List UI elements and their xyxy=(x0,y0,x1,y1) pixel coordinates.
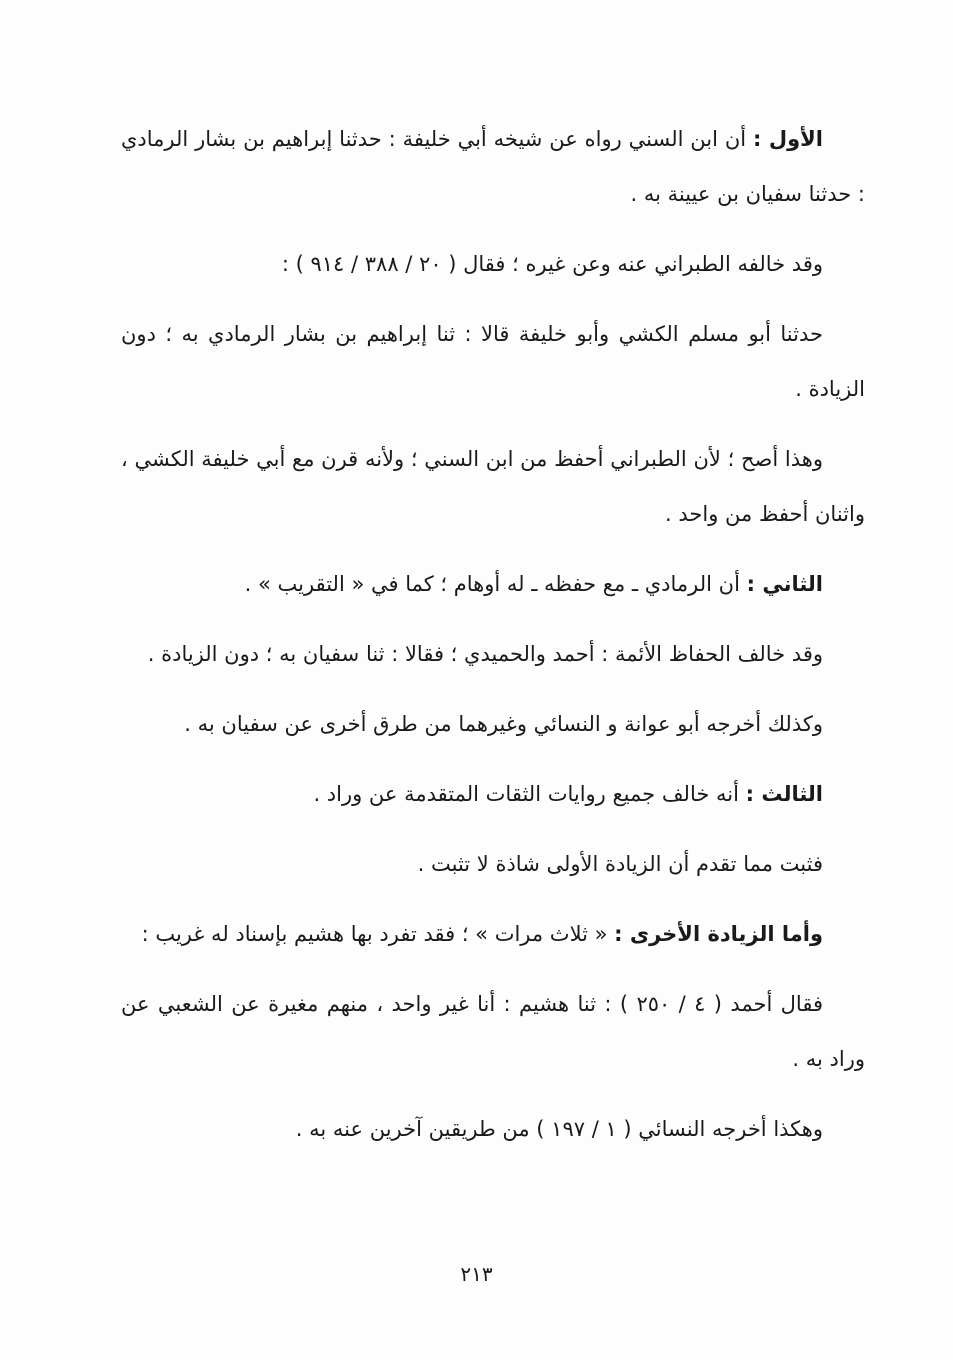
paragraph-7 xyxy=(121,697,865,752)
body-text xyxy=(121,112,865,1172)
paragraph-8 xyxy=(121,767,865,822)
paragraph-lead: الثالث : xyxy=(745,782,823,806)
paragraph-text: وكذلك أخرجه أبو عوانة و النسائي وغيرهما من طرق أخرى عن سفيان به . xyxy=(184,712,823,736)
paragraph-text: فثبت مما تقدم أن الزيادة الأولى شاذة لا تثبت . xyxy=(417,852,823,876)
paragraph-text: وقد خالف الحفاظ الأئمة : أحمد والحميدي ؛ فقالا : ثنا سفيان به ؛ دون الزيادة . xyxy=(147,642,823,666)
paragraph-12 xyxy=(121,1102,865,1157)
paragraph-9 xyxy=(121,837,865,892)
paragraph-lead: الأول : xyxy=(752,127,823,151)
paragraph-11 xyxy=(121,977,865,1087)
paragraph-text: فقال أحمد ( ٤ / ٢٥٠ ) : ثنا هشيم : أنا غير واحد ، منهم مغيرة عن الشعبي عن وراد به . xyxy=(121,992,865,1071)
paragraph-lead: الثاني : xyxy=(746,572,823,596)
paragraph-10 xyxy=(121,907,865,962)
paragraph-3 xyxy=(121,307,865,417)
paragraph-text: « ثلاث مرات » ؛ فقد تفرد بها هشيم بإسناد له غريب : xyxy=(141,922,615,946)
paragraph-text: أن ابن السني رواه عن شيخه أبي خليفة : حدثنا إبراهيم بن بشار الرمادي : حدثنا سفيان بن عيينة به . xyxy=(121,127,865,206)
paragraph-lead: وأما الزيادة الأخرى : xyxy=(614,922,823,946)
paragraph-text: أن الرمادي ـ مع حفظه ـ له أوهام ؛ كما في « التقريب » . xyxy=(244,572,747,596)
paragraph-2 xyxy=(121,237,865,292)
paragraph-4 xyxy=(121,432,865,542)
paragraph-text: وهكذا أخرجه النسائي ( ١ / ١٩٧ ) من طريقين آخرين عنه به . xyxy=(295,1117,823,1141)
paragraph-6 xyxy=(121,627,865,682)
paragraph-text: وقد خالفه الطبراني عنه وعن غيره ؛ فقال ( ٢٠ / ٣٨٨ / ٩١٤ ) : xyxy=(281,252,823,276)
paragraph-5 xyxy=(121,557,865,612)
paragraph-text: حدثنا أبو مسلم الكشي وأبو خليفة قالا : ثنا إبراهيم بن بشار الرمادي به ؛ دون الزيادة . xyxy=(121,322,865,401)
paragraph-text: وهذا أصح ؛ لأن الطبراني أحفظ من ابن السني ؛ ولأنه قرن مع أبي خليفة الكشي ، واثنان أحفظ من واحد . xyxy=(121,447,865,526)
paragraph-text: أنه خالف جميع روايات الثقات المتقدمة عن وراد . xyxy=(313,782,746,806)
paragraph-1 xyxy=(121,112,865,222)
page-number: ٢١٣ xyxy=(460,1262,493,1286)
